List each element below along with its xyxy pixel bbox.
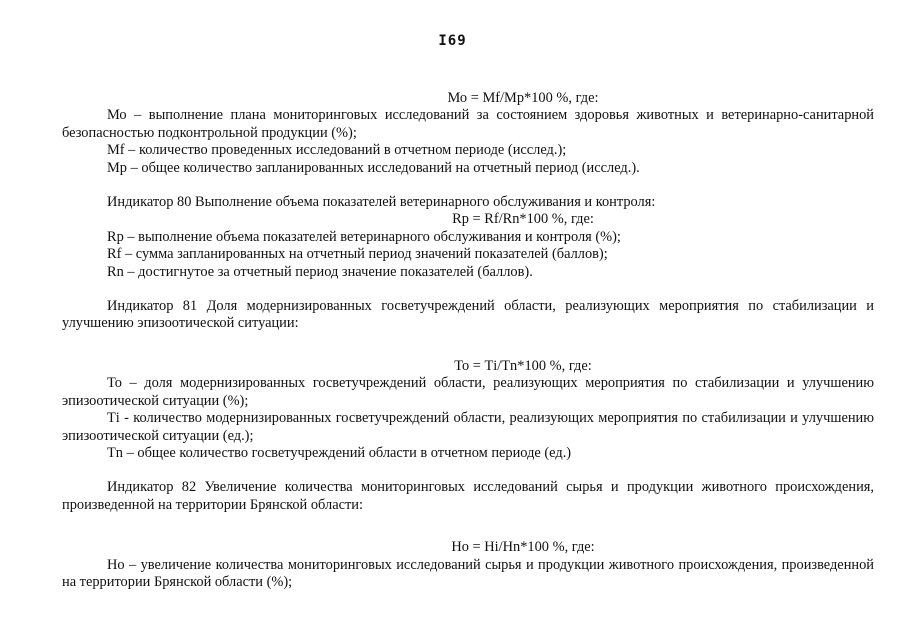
spacer	[62, 514, 874, 539]
definition-mf: Мf – количество проведенных исследований в отчетном периоде (исслед.);	[107, 142, 567, 159]
formula-to: То = Тi/Тn*100 %, где:	[454, 357, 592, 374]
indicator-82-heading: Индикатор 82 Увеличение количества мониторинговых исследований сырья и продукции животного происхождения, произведенной на территории Брянской области:	[62, 479, 874, 513]
page-content	[62, 90, 874, 591]
definition-mp: Мр – общее количество запланированных исследований на отчетный период (исслед.).	[107, 159, 640, 176]
spacer	[62, 462, 874, 479]
formula-rp: Rр = Rf/Rn*100 %, где:	[452, 211, 594, 228]
definition-rp: Rр – выполнение объема показателей ветеринарного обслуживания и контроля (%);	[107, 228, 621, 245]
formula-mo: Мо = Мf/Мр*100 %, где:	[447, 90, 599, 106]
spacer	[62, 281, 874, 298]
definition-ti: Тi - количество модернизированных госветучреждений области, реализующих мероприятия по стабилизации и улучшению эпизоотической ситуации (ед.);	[62, 410, 874, 444]
spacer	[62, 333, 874, 358]
definition-rf: Rf – сумма запланированных на отчетный период значений показателей (баллов);	[107, 246, 608, 263]
definition-ho: Но – увеличение количества мониторинговых исследований сырья и продукции животного происхождения, произведенной на территории Брянской области (%);	[62, 556, 874, 590]
definition-to: То – доля модернизированных госветучреждений области, реализующих мероприятия по стабилизации и улучшению эпизоотической ситуации (%);	[62, 375, 874, 409]
indicator-80-heading: Индикатор 80 Выполнение объема показателей ветеринарного обслуживания и контроля:	[107, 194, 656, 211]
indicator-81-heading: Индикатор 81 Доля модернизированных госветучреждений области, реализующих мероприятия по стабилизации и улучшению эпизоотической ситуации:	[62, 298, 874, 332]
page-number: I69	[438, 33, 467, 49]
definition-mo: Мо – выполнение плана мониторинговых исследований за состоянием здоровья животных и ветеринарно-санитарной безопасностью подконтрольной продукции (%);	[62, 107, 874, 141]
spacer	[62, 177, 874, 194]
definition-tn: Тn – общее количество госветучреждений области в отчетном периоде (ед.)	[107, 444, 572, 461]
definition-rn: Rn – достигнутое за отчетный период значение показателей (баллов).	[107, 263, 533, 280]
formula-ho: Но = Нi/Нn*100 %, где:	[451, 539, 595, 556]
